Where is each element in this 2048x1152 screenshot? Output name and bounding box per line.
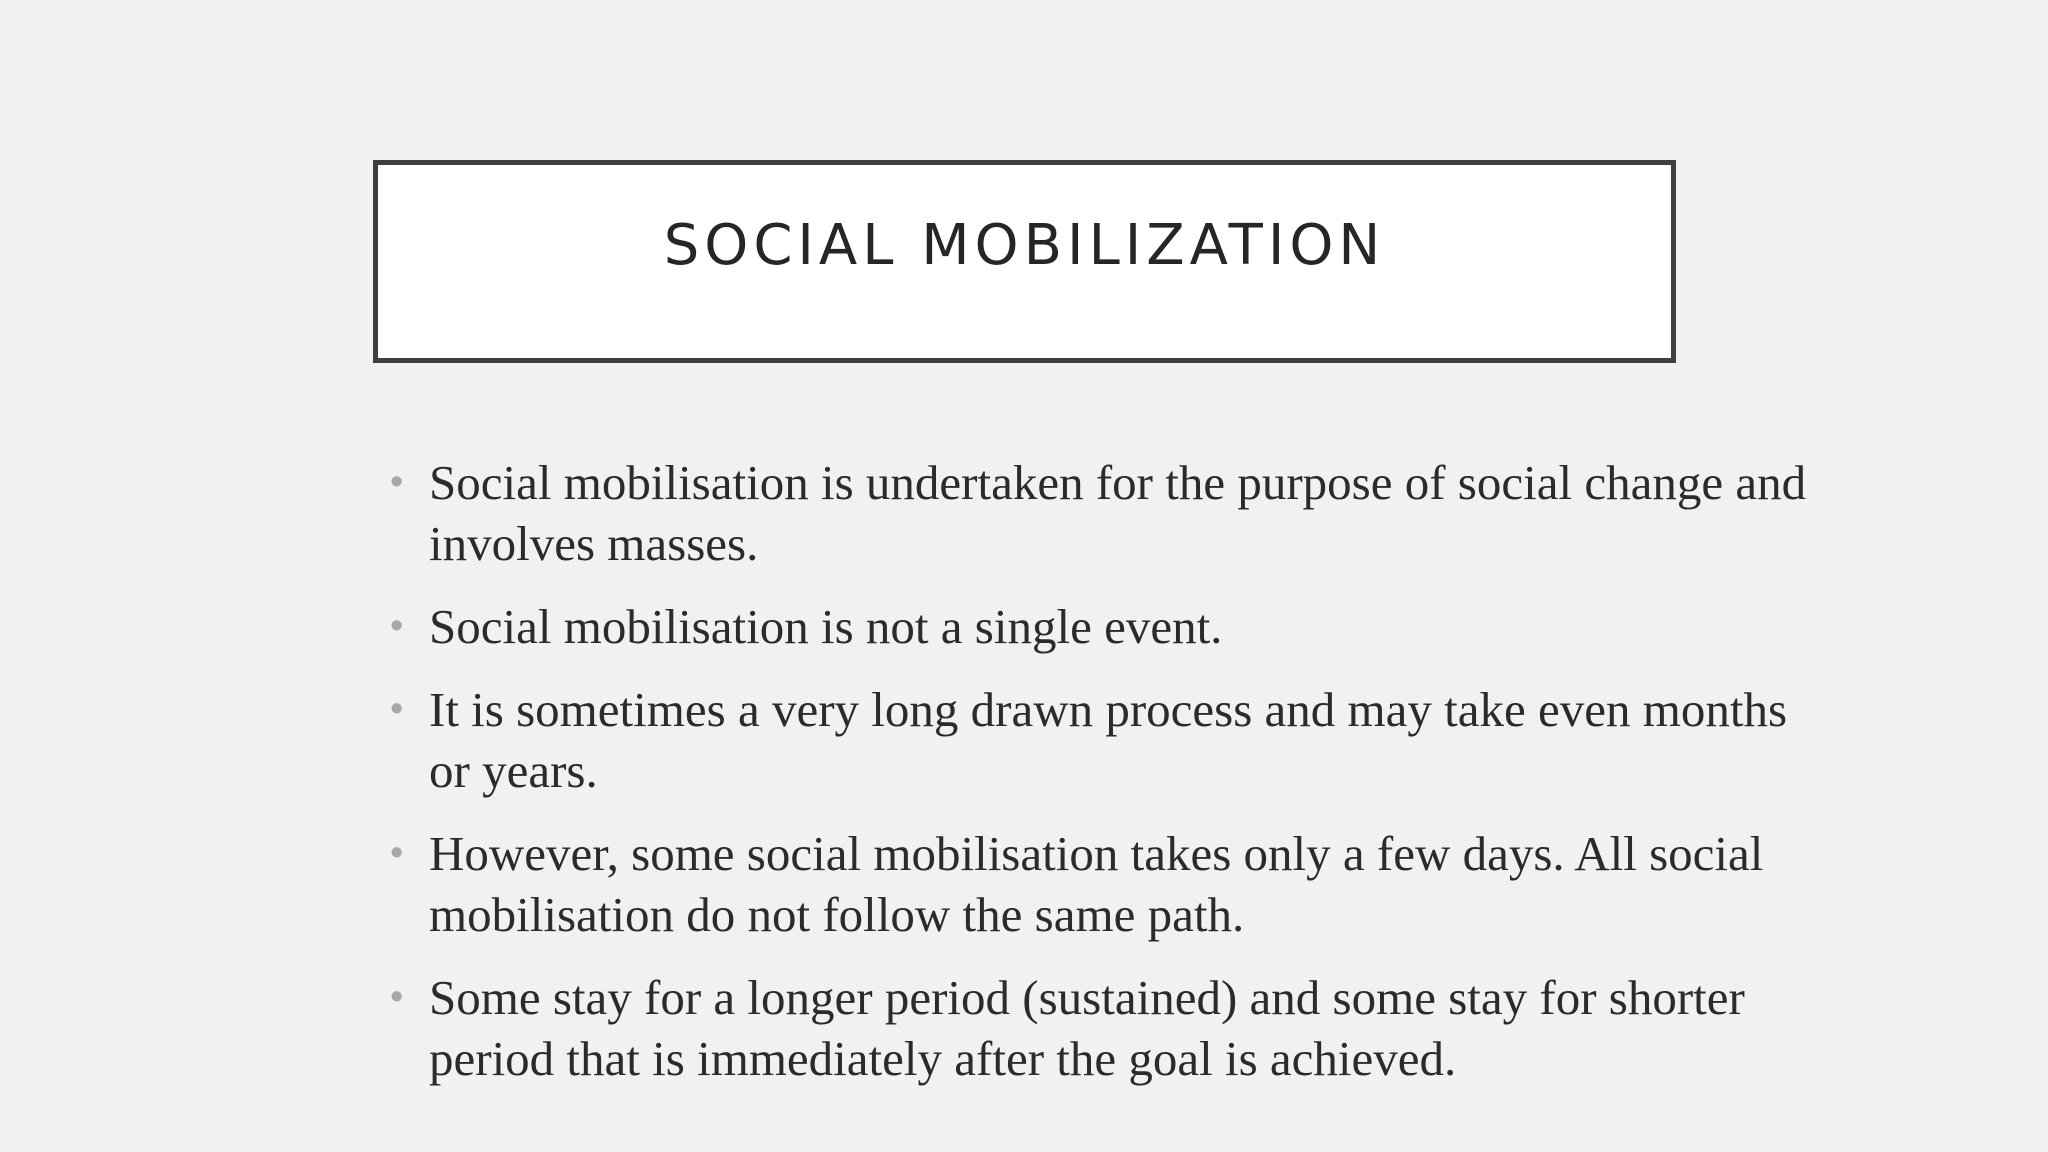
slide-title: SOCIAL MOBILIZATION [663,213,1386,278]
bullet-dot-icon: • [390,688,404,730]
bullet-item [388,596,1808,657]
bullet-dot-icon: • [390,976,404,1018]
bullet-dot-icon: • [390,461,404,503]
bullet-list [388,452,1808,1111]
bullet-text: Social mobilisation is not a single event. [429,599,1223,654]
bullet-item [388,452,1808,574]
bullet-dot-icon: • [390,605,404,647]
title-box [373,160,1676,363]
bullet-item [388,679,1808,801]
bullet-text: Some stay for a longer period (sustained) and some stay for shorter period that is immediately after the goal is achieved. [429,970,1745,1086]
bullet-item [388,823,1808,945]
bullet-dot-icon: • [390,832,404,874]
bullet-text: However, some social mobilisation takes only a few days. All social mobilisation do not follow the same path. [429,826,1764,942]
bullet-text: Social mobilisation is undertaken for the purpose of social change and involves masses. [429,455,1807,571]
bullet-text: It is sometimes a very long drawn process and may take even months or years. [429,682,1788,798]
bullet-item [388,967,1808,1089]
